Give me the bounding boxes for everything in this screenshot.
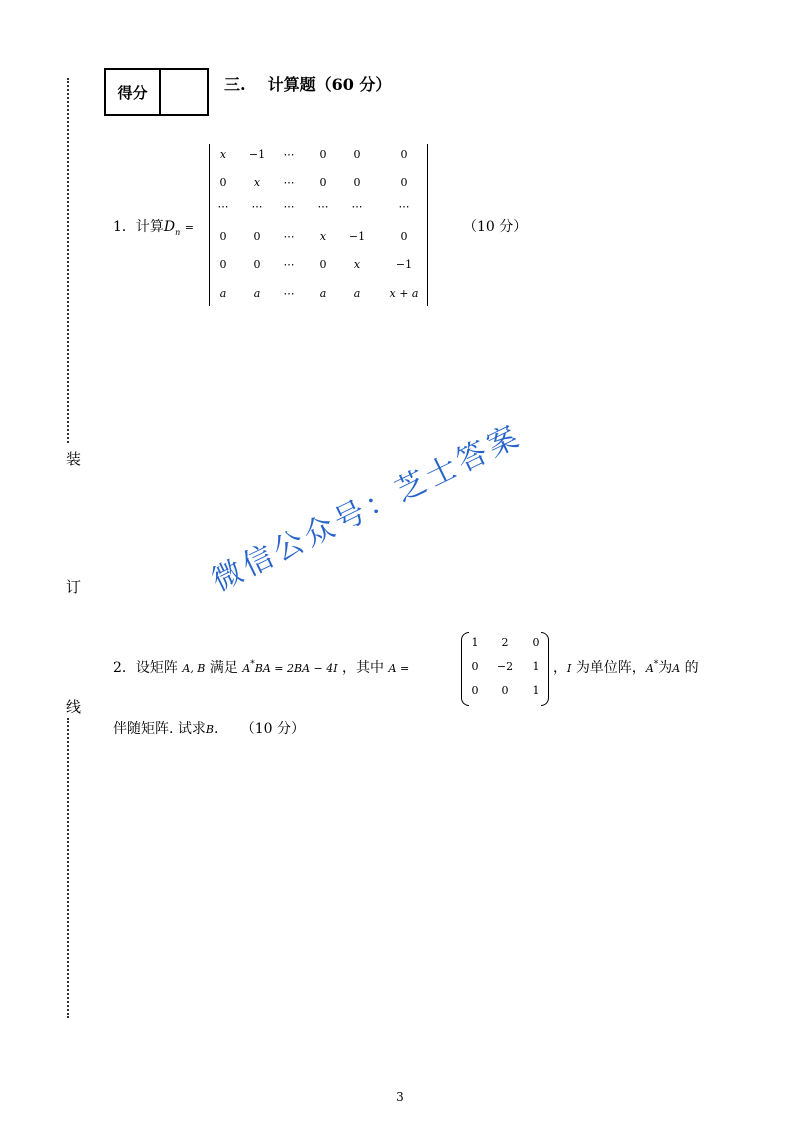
- q2-math-a: A: [242, 662, 251, 675]
- det-cell-r6-c3: ⋯: [283, 287, 295, 300]
- det-cell-r5-c3: ⋯: [283, 258, 295, 271]
- q2-text-4: ，: [553, 660, 567, 676]
- page-number: 3: [396, 1090, 404, 1104]
- section-title: [224, 72, 391, 95]
- q2-text-6: 为: [658, 660, 673, 676]
- det-cell-r4-c3: ⋯: [283, 230, 295, 243]
- section-title-text: 计算题（60 分）: [267, 75, 392, 94]
- q2-text-3: ，其中: [342, 660, 385, 676]
- det-cell-r2-c2: x: [253, 176, 261, 189]
- q2-math-ab: A, B: [182, 662, 206, 675]
- det-cell-r1-c6: 0: [400, 148, 408, 161]
- det-cell-r3-c5: ⋯: [351, 200, 363, 213]
- binding-char-xian: 线: [66, 698, 82, 716]
- det-cell-r3-c3: ⋯: [283, 200, 295, 213]
- det-cell-r1-c3: ⋯: [283, 148, 295, 161]
- matrix-a-cell-r3-c2: 0: [501, 684, 509, 697]
- q1-points: （10 分）: [463, 219, 528, 235]
- det-cell-r2-c6: 0: [400, 176, 408, 189]
- watermark: 微信公众号：芝士答案: [206, 418, 528, 599]
- det-cell-r6-c5: a: [353, 287, 361, 300]
- det-cell-r5-c5: x: [353, 258, 361, 271]
- det-cell-r2-c1: 0: [219, 176, 227, 189]
- q2-matrix-a: [461, 632, 549, 706]
- q2-statement-line1: [113, 657, 409, 677]
- det-cell-r3-c2: ⋯: [251, 200, 263, 213]
- q2-statement-line2: [113, 718, 305, 738]
- score-box: [104, 68, 209, 116]
- det-cell-r1-c2: −1: [248, 148, 266, 161]
- q1-determinant: [209, 144, 428, 306]
- matrix-a-cell-r2-c3: 1: [532, 660, 540, 673]
- score-label: 得分: [106, 70, 161, 114]
- q2-text-8: 伴随矩阵. 试求: [113, 721, 206, 737]
- score-value-field: [161, 70, 207, 114]
- det-cell-r5-c4: 0: [319, 258, 327, 271]
- q2-text-9: .: [214, 721, 219, 737]
- q1-label: [113, 216, 194, 237]
- det-cell-r3-c6: ⋯: [398, 200, 410, 213]
- q2-math-i: I: [567, 662, 572, 675]
- q2-a-equals: A =: [388, 662, 410, 675]
- det-cell-r2-c3: ⋯: [283, 176, 295, 189]
- det-cell-r1-c1: x: [219, 148, 227, 161]
- binding-line-top: [67, 78, 69, 443]
- q2-adjugate-star-2: *: [653, 659, 659, 670]
- matrix-a-cell-r2-c2: −2: [496, 660, 514, 673]
- q2-math-a2: A: [645, 662, 654, 675]
- det-cell-r3-c4: ⋯: [317, 200, 329, 213]
- q2-text-5: 为单位阵，: [575, 660, 646, 676]
- q1-symbol: D: [163, 219, 176, 235]
- det-cell-r4-c2: 0: [253, 230, 261, 243]
- binding-char-ding: 订: [66, 578, 82, 596]
- matrix-a-cell-r1-c2: 2: [501, 636, 509, 649]
- det-cell-r5-c2: 0: [253, 258, 261, 271]
- q2-statement-tail: [553, 657, 699, 677]
- q1-subscript: n: [175, 227, 181, 237]
- q2-text-2: 满足: [209, 660, 238, 676]
- q2-text-7: 的: [684, 660, 699, 676]
- section-number: 三.: [224, 75, 246, 94]
- det-cell-r1-c5: 0: [353, 148, 361, 161]
- q2-equation: BA = 2BA − 4I: [254, 662, 338, 675]
- binding-line-bottom: [67, 718, 69, 1018]
- det-cell-r2-c4: 0: [319, 176, 327, 189]
- det-cell-r6-c2: a: [253, 287, 261, 300]
- det-cell-r2-c5: 0: [353, 176, 361, 189]
- matrix-a-cell-r3-c3: 1: [532, 684, 540, 697]
- det-cell-r4-c1: 0: [219, 230, 227, 243]
- det-cell-r6-c1: a: [219, 287, 227, 300]
- q1-equals: =: [184, 221, 194, 234]
- det-cell-r6-c6: x + a: [389, 287, 419, 300]
- det-cell-r6-c4: a: [319, 287, 327, 300]
- q2-points: （10 分）: [240, 721, 305, 737]
- det-cell-r4-c4: x: [319, 230, 327, 243]
- det-cell-r5-c6: −1: [395, 258, 413, 271]
- matrix-a-cell-r2-c1: 0: [471, 660, 479, 673]
- det-cell-r4-c6: 0: [400, 230, 408, 243]
- q2-math-b: B: [205, 723, 214, 736]
- det-cell-r4-c5: −1: [348, 230, 366, 243]
- q1-prefix: 1．计算: [113, 219, 164, 235]
- det-cell-r3-c1: ⋯: [217, 200, 229, 213]
- matrix-a-cell-r1-c1: 1: [471, 636, 479, 649]
- matrix-a-cell-r1-c3: 0: [532, 636, 540, 649]
- q2-text-1: 2．设矩阵: [113, 660, 178, 676]
- q2-adjugate-star: *: [250, 659, 255, 670]
- det-cell-r5-c1: 0: [219, 258, 227, 271]
- matrix-a-cell-r3-c1: 0: [471, 684, 479, 697]
- binding-char-zhuang: 装: [66, 450, 82, 468]
- det-cell-r1-c4: 0: [319, 148, 327, 161]
- q2-math-a3: A: [672, 662, 681, 675]
